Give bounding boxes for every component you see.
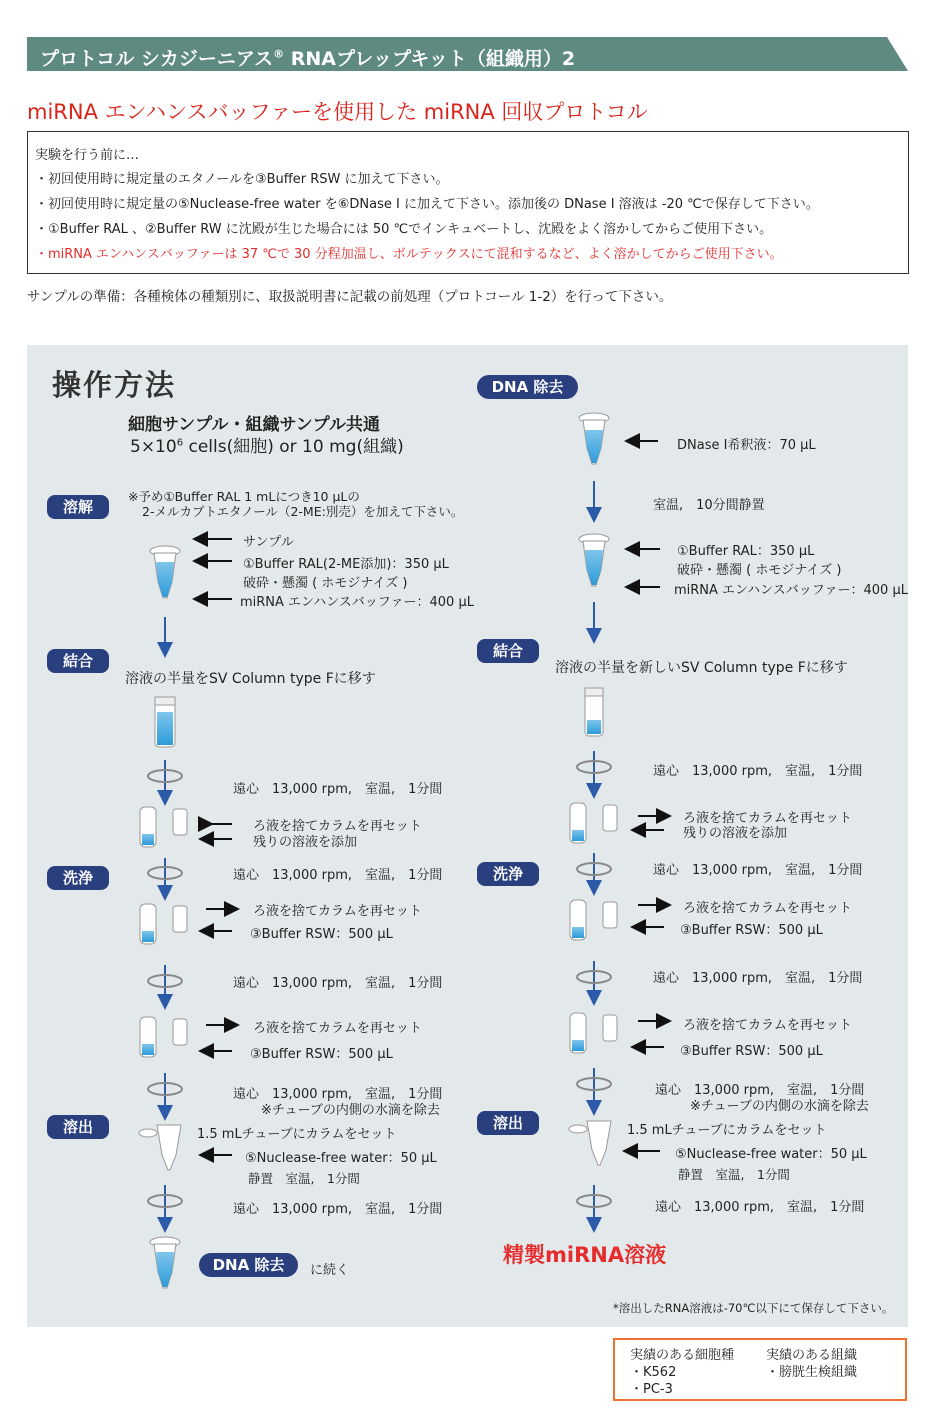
notice-line: ・①Buffer RAL 、②Buffer RW に沈殿が生じた場合には 50 ℃でインキュベートし、沈殿をよく溶かしてからご使用下さい。	[35, 222, 773, 237]
tissue-item: ・膀胱生検組織	[766, 1365, 858, 1380]
panel-title: 操作方法	[52, 368, 177, 402]
prep-note: サンプルの準備：各種検体の種類別に、取扱説明書に記載の前処理（プロトコール 1-2）を行って下さい。	[27, 289, 673, 305]
spin-label: 遠心 13,000 rpm, 室温, 1分間	[655, 1083, 865, 1098]
microtube-icon	[150, 546, 180, 598]
spin-label: 遠心 13,000 rpm, 室温, 1分間	[233, 1202, 443, 1217]
spin-column-icon	[155, 697, 175, 747]
centrifuge-icon	[148, 760, 182, 798]
step-badge-wash: 洗浄	[477, 862, 539, 886]
tissues-title: 実績のある組織	[766, 1348, 858, 1363]
tube-pair-icon	[570, 900, 617, 940]
centrifuge-icon	[577, 751, 611, 791]
microtube-icon	[579, 534, 609, 586]
step-label: 残りの溶液を添加	[683, 826, 788, 841]
step-label: ろ液を捨てカラムを再セット	[253, 904, 422, 919]
step-label: ろ液を捨てカラムを再セット	[253, 1021, 422, 1036]
step-badge-bind: 結合	[477, 639, 539, 663]
notice-line: ・初回使用時に規定量のエタノールを③Buffer RSW に加えて下さい。	[35, 172, 449, 187]
final-product-label: 精製miRNA溶液	[503, 1243, 667, 1267]
step-label: 静置 室温, 1分間	[678, 1167, 790, 1182]
centrifuge-icon	[577, 853, 611, 888]
step-badge-lysis: 溶解	[47, 495, 109, 519]
reagent-label: DNase I希釈液：70 μL	[677, 438, 816, 453]
tube-pair-icon	[140, 1017, 187, 1057]
step-label: ろ液を捨てカラムを再セット	[253, 819, 422, 834]
spin-label: 遠心 13,000 rpm, 室温, 1分間	[233, 868, 443, 883]
step-label: ろ液を捨てカラムを再セット	[683, 1018, 852, 1033]
spin-label: 遠心 13,000 rpm, 室温, 1分間	[655, 1200, 865, 1215]
reagent-label: ①Buffer RAL：350 μL	[677, 544, 815, 559]
step-badge-dna: DNA 除去	[477, 375, 578, 399]
spin-label: 遠心 13,000 rpm, 室温, 1分間	[653, 971, 863, 986]
centrifuge-icon	[148, 965, 182, 1002]
bind-instruction: 溶液の半量を新しいSV Column type Fに移す	[555, 660, 848, 676]
centrifuge-icon	[577, 1068, 611, 1108]
reagent-label: ③Buffer RSW：500 μL	[250, 1047, 393, 1062]
elution-tube-icon	[569, 1121, 611, 1165]
reagent-label: 破砕・懸濁 ( ホモジナイズ )	[677, 563, 842, 578]
step-label: ろ液を捨てカラムを再セット	[683, 901, 852, 916]
step-label: 1.5 mLチューブにカラムをセット	[197, 1127, 397, 1142]
centrifuge-icon	[577, 961, 611, 998]
drop-note: ※チューブの内側の水滴を除去	[261, 1103, 440, 1118]
common-sample-title: 細胞サンプル・組織サンプル共通	[128, 415, 380, 435]
notice-line: ・初回使用時に規定量の⑤Nuclease-free water を⑥DNase I に加えて下さい。添加後の DNase I 溶液は -20 ℃で保存して下さい。	[35, 197, 819, 212]
tube-pair-icon	[140, 904, 187, 944]
notice-line-warning: ・miRNA エンハンスバッファーは 37 ℃で 30 分程加温し、ボルテックスにて混和するなど、よく溶かしてからご使用下さい。	[35, 247, 783, 262]
reagent-label-red: miRNA エンハンスバッファー：400 μL	[240, 595, 474, 610]
step-badge-bind: 結合	[47, 649, 109, 673]
spin-label: 遠心 13,000 rpm, 室温, 1分間	[233, 1087, 443, 1102]
step-label: ろ液を捨てカラムを再セット	[683, 811, 852, 826]
premix-note: 2-メルカプトエタノール（2-ME:別売）を加えて下さい。	[142, 504, 464, 519]
continue-label: に続く	[310, 1263, 350, 1278]
centrifuge-icon	[148, 858, 182, 893]
reagent-label: ⑤Nuclease-free water：50 μL	[245, 1151, 437, 1166]
step-label: 残りの溶液を添加	[253, 835, 358, 850]
premix-note: ※予め①Buffer RAL 1 mLにつき10 μLの	[128, 489, 360, 504]
step-label: 静置 室温, 1分間	[248, 1171, 360, 1186]
reagent-label: ①Buffer RAL(2-ME添加)：350 μL	[243, 557, 449, 572]
cell-item: ・PC-3	[630, 1382, 673, 1397]
reagent-label: ③Buffer RSW：500 μL	[680, 923, 823, 938]
header-title: プロトコル シカジーニアス® RNAプレップキット（組織用）2	[40, 47, 576, 70]
drop-note: ※チューブの内側の水滴を除去	[690, 1099, 869, 1114]
step-badge-elute: 溶出	[477, 1111, 539, 1135]
spin-label: 遠心 13,000 rpm, 室温, 1分間	[653, 863, 863, 878]
spin-label: 遠心 13,000 rpm, 室温, 1分間	[233, 976, 443, 991]
reagent-label: 破砕・懸濁 ( ホモジナイズ )	[243, 576, 408, 591]
page-subtitle: miRNA エンハンスバッファーを使用した miRNA 回収プロトコル	[27, 100, 648, 124]
step-badge-elute: 溶出	[47, 1115, 109, 1139]
centrifuge-icon	[148, 1073, 182, 1113]
step-badge-wash: 洗浄	[47, 866, 109, 890]
centrifuge-icon	[577, 1185, 611, 1225]
spin-column-icon	[585, 688, 603, 736]
step-label: 1.5 mLチューブにカラムをセット	[627, 1123, 827, 1138]
centrifuge-icon	[148, 1185, 182, 1225]
tube-pair-icon	[570, 803, 617, 843]
storage-note: *溶出したRNA溶液は-70℃以下にて保存して下さい。	[613, 1301, 894, 1315]
spin-label: 遠心 13,000 rpm, 室温, 1分間	[233, 782, 443, 797]
reagent-label: ⑤Nuclease-free water：50 μL	[675, 1147, 867, 1162]
spin-label: 遠心 13,000 rpm, 室温, 1分間	[653, 764, 863, 779]
microtube-icon	[150, 1237, 180, 1288]
reagent-label: ③Buffer RSW：500 μL	[680, 1044, 823, 1059]
microtube-icon	[579, 413, 609, 464]
notice-heading: 実験を行う前に…	[35, 148, 140, 163]
reagent-label: サンプル	[243, 535, 294, 550]
elution-tube-icon	[139, 1125, 181, 1170]
common-sample-amount: $5\times 10^6$ cells(細胞) or 10 mg(組織)	[130, 437, 404, 457]
next-step-badge: DNA 除去	[199, 1253, 298, 1277]
cell-item: ・K562	[630, 1365, 677, 1380]
reagent-label: ③Buffer RSW：500 μL	[250, 927, 393, 942]
step-label: 室温, 10分間静置	[653, 498, 765, 513]
tube-pair-icon	[570, 1013, 617, 1053]
tube-pair-icon	[140, 807, 187, 847]
bind-instruction: 溶液の半量をSV Column type Fに移す	[125, 671, 376, 687]
cells-title: 実績のある細胞種	[630, 1348, 735, 1363]
reagent-label-red: miRNA エンハンスバッファー：400 μL	[674, 583, 908, 598]
